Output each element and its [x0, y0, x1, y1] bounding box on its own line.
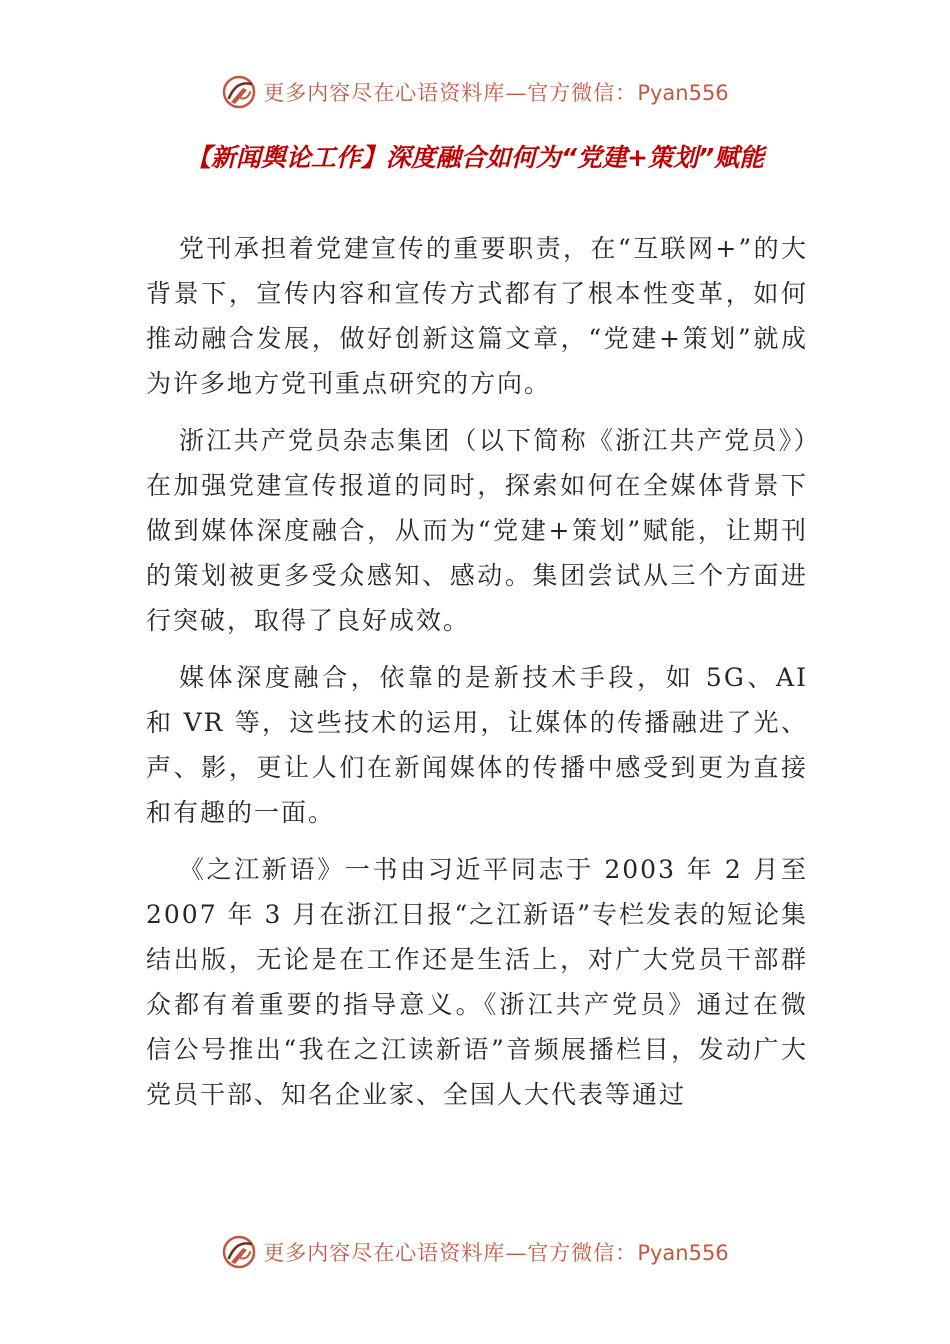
header-banner-text [263, 77, 728, 107]
paragraph-4: 《之江新语》一书由习近平同志于 2003 年 2 月至 2007 年 3 月在浙江日报“之江新语”专栏发表的短论集结出版，无论是在工作还是生活上，对广大党员干部群众都有着重要的指导意义。《浙江共产党员》通过在微信公号推出“我在之江读新语”音频展播栏目，发动广大党员干部、知名企业家、全国人大代表等通过 [146, 855, 808, 1109]
banner-slogan: 更多内容尽在心语资料库 [263, 1241, 506, 1265]
banner-separator: — [505, 1241, 528, 1265]
footer-banner [0, 1230, 950, 1274]
banner-slogan: 更多内容尽在心语资料库 [263, 81, 506, 105]
paragraph-3: 媒体深度融合，依靠的是新技术手段，如 5G、AI 和 VR 等，这些技术的运用，让媒体的传播融进了光、声、影，更让人们在新闻媒体的传播中感受到更为直接和有趣的一面。 [146, 663, 808, 827]
banner-wechat-label: 官方微信： [527, 81, 638, 105]
banner-wechat-label: 官方微信： [527, 1241, 638, 1265]
document-body [146, 226, 808, 1129]
banner-separator: — [505, 81, 528, 105]
footer-banner-text [263, 1237, 728, 1267]
document-title: 【新闻舆论工作】深度融合如何为“党建+策划”赋能 [185, 143, 765, 172]
paragraph-2: 浙江共产党员杂志集团（以下简称《浙江共产党员》）在加强党建宣传报道的同时，探索如何在全媒体背景下做到媒体深度融合，从而为“党建+策划”赋能，让期刊的策划被更多受众感知、感动。集团尝试从三个方面进行突破，取得了良好成效。 [146, 426, 808, 635]
paragraph-1: 党刊承担着党建宣传的重要职责，在“互联网+”的大背景下，宣传内容和宣传方式都有了根本性变革，如何推动融合发展，做好创新这篇文章，“党建+策划”就成为许多地方党刊重点研究的方向。 [146, 234, 808, 398]
header-banner [0, 70, 950, 114]
pen-swirl-logo-icon [221, 74, 257, 110]
banner-wechat-id: Pyan556 [637, 1241, 729, 1265]
pen-swirl-logo-icon [221, 1234, 257, 1270]
banner-wechat-id: Pyan556 [637, 81, 729, 105]
